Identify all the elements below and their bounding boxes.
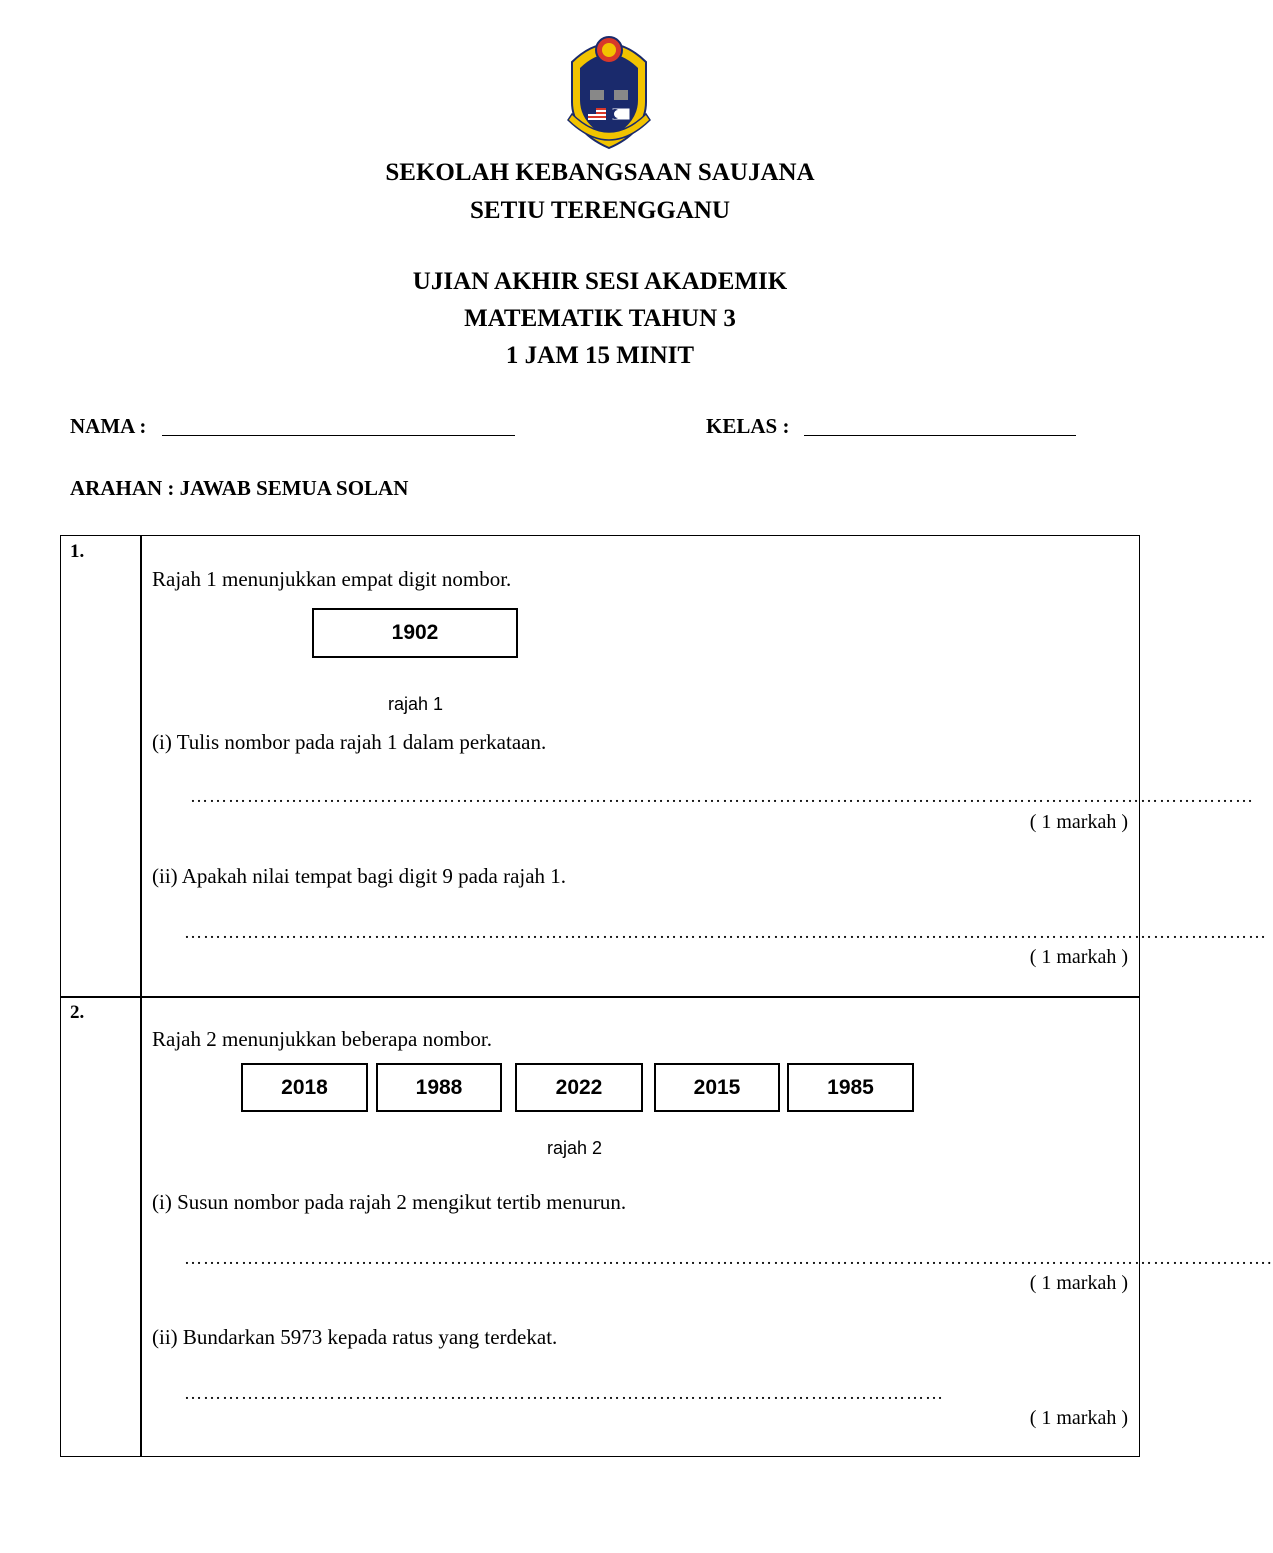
question-2-number: 2. — [70, 1002, 85, 1023]
answer-line[interactable]: ………………………………………………………………………………………………………… — [184, 1383, 944, 1403]
mark-label: ( 1 markah ) — [1029, 1407, 1128, 1429]
mark-label: ( 1 markah ) — [1029, 946, 1128, 968]
question-2-part-ii: (ii) Bundarkan 5973 kepada ratus yang terdekat. — [152, 1325, 558, 1349]
figure-caption: rajah 2 — [547, 1138, 603, 1158]
answer-line[interactable]: …………………………………………………………………………………………………………………………………………………… — [190, 786, 1254, 806]
school-location: SETIU TERENGGANU — [469, 197, 731, 224]
number-box: 1988 — [376, 1063, 502, 1112]
answer-line[interactable]: ………………………………………………………………………………………………………………………………………………………. — [184, 1248, 1273, 1268]
subject-title: MATEMATIK TAHUN 3 — [464, 305, 736, 332]
instruction-text: ARAHAN : JAWAB SEMUA SOLAN — [70, 476, 409, 500]
class-label: KELAS : — [706, 414, 790, 438]
question-1-part-i: (i) Tulis nombor pada rajah 1 dalam perkataan. — [152, 730, 547, 754]
class-field[interactable] — [804, 435, 1076, 436]
exam-title: UJIAN AKHIR SESI AKADEMIK — [412, 268, 788, 295]
question-1-number: 1. — [70, 541, 85, 562]
name-label: NAMA : — [70, 414, 147, 438]
question-1-intro: Rajah 1 menunjukkan empat digit nombor. — [152, 567, 512, 591]
number-box: 2018 — [241, 1063, 368, 1112]
question-2-intro: Rajah 2 menunjukkan beberapa nombor. — [152, 1027, 492, 1051]
exam-duration: 1 JAM 15 MINIT — [505, 342, 695, 369]
number-box: 2022 — [515, 1063, 643, 1112]
school-crest-logo — [562, 32, 656, 150]
question-1-part-ii: (ii) Apakah nilai tempat bagi digit 9 pada rajah 1. — [152, 864, 567, 888]
table-row-divider — [60, 996, 1140, 998]
number-box: 1985 — [787, 1063, 914, 1112]
number-box: 2015 — [654, 1063, 780, 1112]
school-name: SEKOLAH KEBANGSAAN SAUJANA — [385, 159, 815, 186]
name-field[interactable] — [162, 435, 515, 436]
number-box: 1902 — [312, 608, 518, 658]
answer-line[interactable]: ……………………………………………………………………………………………………………………………………………………… — [184, 922, 1267, 942]
mark-label: ( 1 markah ) — [1029, 811, 1128, 833]
question-2-part-i: (i) Susun nombor pada rajah 2 mengikut tertib menurun. — [152, 1190, 627, 1214]
figure-caption: rajah 1 — [388, 694, 444, 714]
mark-label: ( 1 markah ) — [1029, 1272, 1128, 1294]
